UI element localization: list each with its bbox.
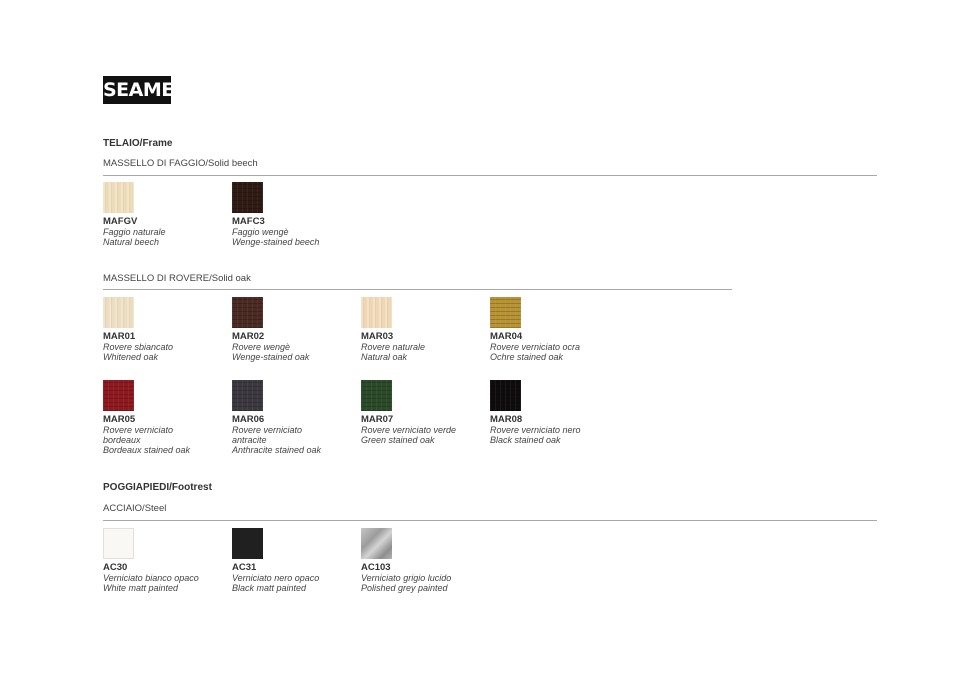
swatch-mar07: [361, 380, 486, 445]
swatch-description: Rovere wengè Wenge-stained oak: [232, 342, 310, 362]
swatch-color: [103, 297, 134, 328]
footrest-heading: POGGIAPIEDI/Footrest: [103, 482, 212, 493]
swatch-mar05: [103, 380, 228, 455]
beech-divider: [103, 175, 877, 176]
swatch-mar01: [103, 297, 228, 362]
swatch-mafc3: [232, 182, 357, 247]
swatch-description: Verniciato bianco opaco White matt painted: [103, 573, 199, 593]
swatch-mar04: [490, 297, 615, 362]
swatch-code: MAR01: [103, 331, 136, 342]
brand-logo: SEAME: [103, 76, 171, 104]
swatch-description: Verniciato nero opaco Black matt painted: [232, 573, 320, 593]
swatch-ac30: [103, 528, 228, 593]
swatch-description: Rovere verniciato antracite Anthracite stained oak: [232, 425, 322, 455]
oak-section-title: MASSELLO DI ROVERE/Solid oak: [103, 273, 251, 284]
oak-divider: [103, 289, 732, 290]
beech-section-title: MASSELLO DI FAGGIO/Solid beech: [103, 158, 258, 169]
swatch-description: Verniciato grigio lucido Polished grey painted: [361, 573, 452, 593]
swatch-description: Faggio wengè Wenge-stained beech: [232, 227, 320, 247]
swatch-description: Faggio naturale Natural beech: [103, 227, 166, 247]
swatch-mar06: [232, 380, 357, 455]
swatch-mafgv: [103, 182, 228, 247]
swatch-color: [103, 380, 134, 411]
swatch-color: [103, 182, 134, 213]
swatch-color: [361, 380, 392, 411]
swatch-code: AC103: [361, 562, 391, 573]
swatch-code: MAFGV: [103, 216, 138, 227]
swatch-code: MAR07: [361, 414, 394, 425]
swatch-code: MAR04: [490, 331, 523, 342]
swatch-color: [490, 297, 521, 328]
frame-heading: TELAIO/Frame: [103, 138, 173, 149]
steel-divider: [103, 520, 877, 521]
swatch-mar03: [361, 297, 486, 362]
swatch-code: MAR08: [490, 414, 523, 425]
swatch-code: MAFC3: [232, 216, 265, 227]
swatch-color: [232, 182, 263, 213]
swatch-code: MAR05: [103, 414, 136, 425]
swatch-description: Rovere naturale Natural oak: [361, 342, 426, 362]
swatch-color: [232, 297, 263, 328]
swatch-ac103: [361, 528, 486, 593]
swatch-code: MAR02: [232, 331, 265, 342]
swatch-color: [490, 380, 521, 411]
swatch-ac31: [232, 528, 357, 593]
swatch-code: MAR03: [361, 331, 394, 342]
swatch-color: [232, 528, 263, 559]
swatch-mar02: [232, 297, 357, 362]
swatch-description: Rovere verniciato bordeaux Bordeaux stained oak: [103, 425, 191, 455]
swatch-description: Rovere verniciato verde Green stained oak: [361, 425, 457, 445]
swatch-code: MAR06: [232, 414, 265, 425]
swatch-color: [361, 297, 392, 328]
steel-section-title: ACCIAIO/Steel: [103, 503, 167, 514]
swatch-color: [103, 528, 134, 559]
swatch-code: AC30: [103, 562, 128, 573]
swatch-code: AC31: [232, 562, 257, 573]
swatch-description: Rovere sbiancato Whitened oak: [103, 342, 174, 362]
swatch-description: Rovere verniciato nero Black stained oak: [490, 425, 581, 445]
swatch-color: [232, 380, 263, 411]
swatch-mar08: [490, 380, 615, 445]
swatch-color: [361, 528, 392, 559]
swatch-description: Rovere verniciato ocra Ochre stained oak: [490, 342, 581, 362]
